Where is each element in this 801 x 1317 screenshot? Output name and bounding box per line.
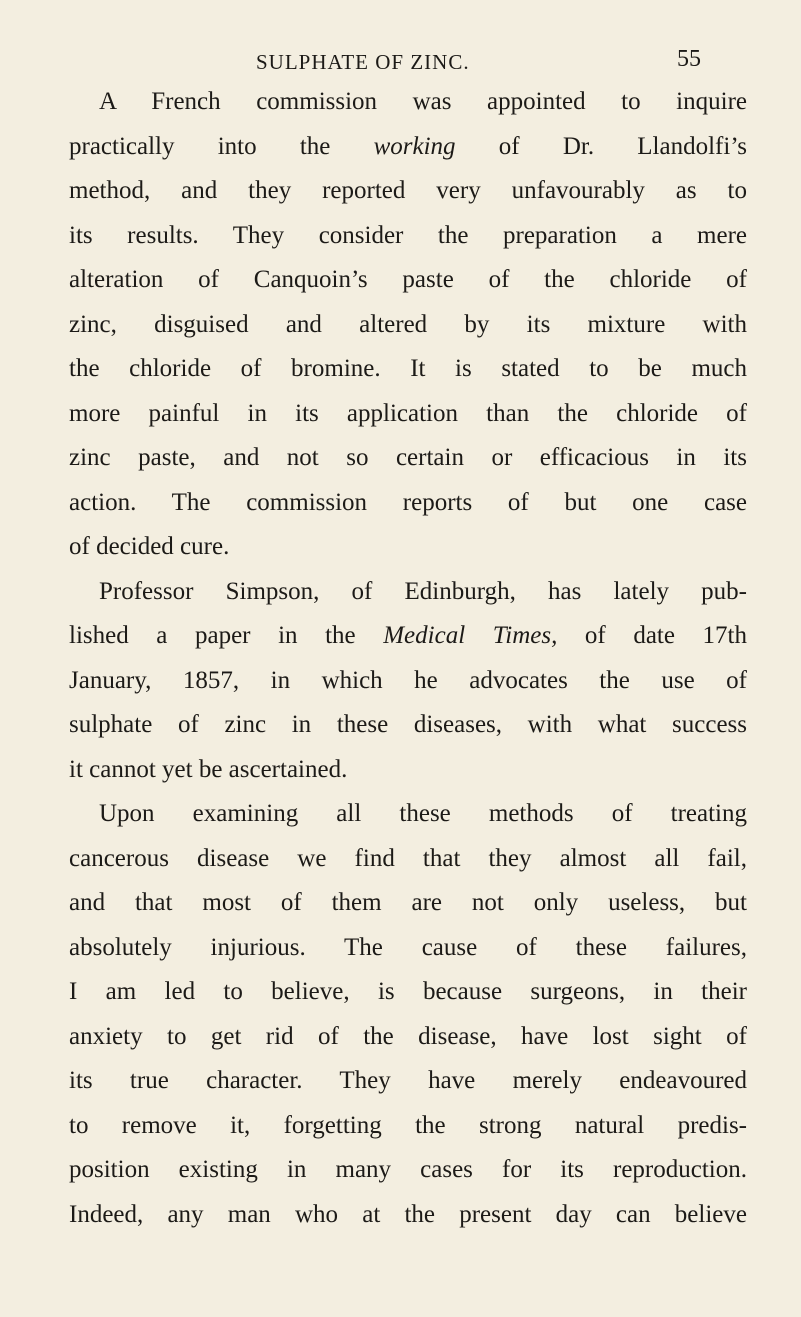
text-line: more painful in its application than the chloride of: [69, 399, 747, 427]
text-line: anxiety to get rid of the disease, have lost sight of: [69, 1022, 747, 1050]
text-line: alteration of Canquoin’s paste of the chloride of: [69, 266, 747, 293]
page-number: 55: [677, 46, 701, 72]
running-title: SULPHATE OF ZINC.: [256, 50, 470, 74]
text-line: to remove it, forgetting the strong natural predis-: [69, 1111, 747, 1139]
text-line: method, and they reported very unfavourably as to: [69, 177, 747, 204]
text-line: the chloride of bromine. It is stated to be much: [69, 355, 747, 382]
text-line: [69, 614, 747, 659]
text-line: its results. They consider the preparation a mere: [69, 221, 747, 249]
text-line: I am led to believe, is because surgeons, in their: [69, 978, 747, 1005]
text-line: it cannot yet be ascertained.: [69, 755, 348, 783]
text-line: and that most of them are not only useless, but: [69, 889, 747, 916]
text-line: position existing in many cases for its reproduction.: [69, 1156, 747, 1183]
text-line: of decided cure.: [69, 533, 230, 560]
text-run: of Dr. Llandolfi’s: [455, 132, 747, 160]
text-line: sulphate of zinc in these diseases, with what success: [69, 711, 747, 738]
text-line: zinc, disguised and altered by its mixture with: [69, 310, 747, 338]
text-line: January, 1857, in which he advocates the use of: [69, 666, 747, 694]
text-line: Indeed, any man who at the present day can believe: [69, 1200, 747, 1228]
text-run: of date 17th: [557, 622, 747, 649]
text-line: A French commission was appointed to inquire: [99, 88, 747, 115]
text-line: action. The commission reports of but one case: [69, 488, 747, 516]
text-line: its true character. They have merely endeavoured: [69, 1067, 747, 1094]
text-line: Professor Simpson, of Edinburgh, has lately pub-: [99, 577, 747, 605]
text-line: cancerous disease we find that they almost all fail,: [69, 844, 747, 872]
text-run: lished a paper in the: [69, 622, 384, 649]
text-line: [69, 125, 747, 170]
text-run: practically into the: [69, 132, 374, 160]
text-line: zinc paste, and not so certain or efficacious in its: [69, 444, 747, 471]
text-line: absolutely injurious. The cause of these failures,: [69, 933, 747, 961]
body-text: [69, 80, 747, 1237]
text-line: Upon examining all these methods of treating: [99, 800, 747, 827]
italic-term: working: [373, 132, 456, 160]
italic-title: Medical Times,: [383, 622, 558, 649]
